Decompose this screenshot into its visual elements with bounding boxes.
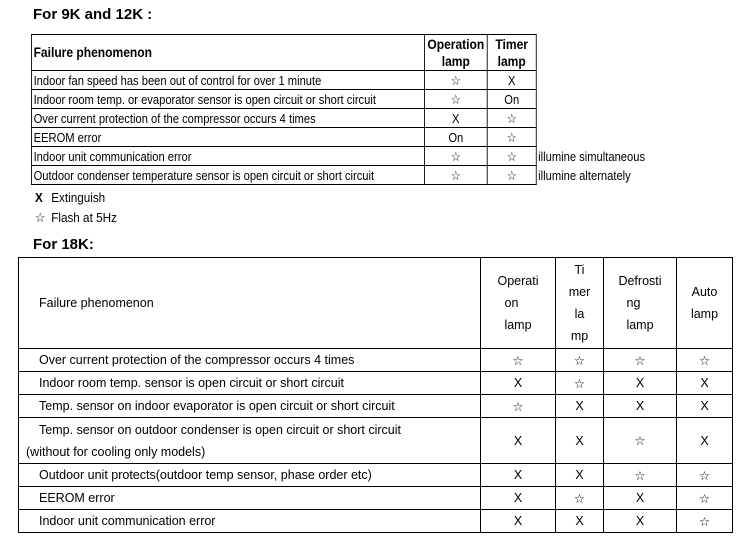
table-row [19,349,733,372]
table-row [19,418,733,464]
timer-lamp-cell: ☆ [487,128,536,147]
header-line: lamp [504,318,532,332]
header-timer-line1: Timer [495,35,528,52]
note-cell: illumine alternately [538,167,631,183]
auto-lamp-cell: X [677,418,733,464]
header-operation-line2: lamp [441,52,470,69]
operation-lamp-cell: On [424,128,487,147]
header-timer-line2: lamp [497,52,526,69]
table-header-row [19,258,733,349]
header-line: la [574,307,585,321]
star-icon: ☆ [35,210,46,225]
section-heading-9k-12k: For 9K and 12K : [33,6,153,23]
auto-lamp-cell: ☆ [677,487,733,510]
phenomenon-cell: Outdoor condenser temperature sensor is open circuit or short circuit [31,166,424,185]
note-cell [536,71,647,90]
table-row [19,487,733,510]
phenomenon-line: Temp. sensor on outdoor condenser is open circuit or short circuit [39,422,401,437]
phenomenon-cell: Indoor room temp. sensor is open circuit or short circuit [19,372,481,395]
header-line: lamp [690,307,719,321]
section-heading-18k: For 18K: [33,236,94,253]
defrosting-lamp-cell: ☆ [604,418,677,464]
header-auto-lamp [677,258,733,349]
failure-table-18k [18,257,733,533]
operation-lamp-cell: ☆ [481,349,556,372]
header-failure-phenomenon: Failure phenomenon [31,35,424,71]
header-timer-lamp [487,35,536,71]
auto-lamp-cell: X [677,372,733,395]
phenomenon-cell: EEROM error [19,487,481,510]
table-row [31,147,647,166]
table-row [31,109,647,128]
timer-lamp-cell: X [556,510,604,533]
header-line: lamp [626,318,654,332]
operation-lamp-cell: ☆ [424,90,487,109]
note-cell [536,90,647,109]
operation-lamp-cell: ☆ [424,71,487,90]
failure-table-9k-12k [31,34,648,185]
timer-lamp-cell: X [556,395,604,418]
table-row [19,372,733,395]
header-failure-phenomenon: Failure phenomenon [19,258,481,349]
phenomenon-cell: Outdoor unit protects(outdoor temp sensor, phase order etc) [19,464,481,487]
operation-lamp-cell: X [481,418,556,464]
phenomenon-line: (without for cooling only models) [26,444,206,459]
header-operation-line1: Operation [427,35,485,52]
timer-lamp-cell: ☆ [556,349,604,372]
header-line: Auto [691,285,718,299]
timer-lamp-cell: ☆ [487,147,536,166]
defrosting-lamp-cell: X [604,372,677,395]
defrosting-lamp-cell: ☆ [604,349,677,372]
table-row [19,395,733,418]
operation-lamp-cell: X [424,109,487,128]
auto-lamp-cell: ☆ [677,349,733,372]
header-line: ng [626,296,641,310]
operation-lamp-cell: ☆ [424,166,487,185]
header-operation-lamp [481,258,556,349]
phenomenon-cell [19,418,481,464]
table-row [31,166,647,185]
operation-lamp-cell: X [481,372,556,395]
table-row [19,510,733,533]
phenomenon-cell: Indoor unit communication error [31,147,424,166]
legend-flash [35,210,117,226]
phenomenon-cell: Indoor room temp. or evaporator sensor is open circuit or short circuit [31,90,424,109]
timer-lamp-cell: X [556,464,604,487]
phenomenon-cell: EEROM error [31,128,424,147]
phenomenon-cell: Temp. sensor on indoor evaporator is open circuit or short circuit [19,395,481,418]
operation-lamp-cell: X [481,510,556,533]
timer-lamp-cell: On [487,90,536,109]
defrosting-lamp-cell: X [604,395,677,418]
note-cell: illumine simultaneous [538,148,646,164]
header-line: mp [570,329,589,343]
auto-lamp-cell: ☆ [677,510,733,533]
legend-extinguish [35,190,105,205]
phenomenon-cell: Over current protection of the compressor occurs 4 times [19,349,481,372]
header-line: mer [568,285,591,299]
phenomenon-cell: Over current protection of the compressor occurs 4 times [31,109,424,128]
table-header-row [31,35,647,71]
operation-lamp-cell: X [481,464,556,487]
auto-lamp-cell: X [677,395,733,418]
timer-lamp-cell: ☆ [556,372,604,395]
timer-lamp-cell: X [487,71,536,90]
header-line: Operati [497,274,539,288]
note-cell [536,128,647,147]
auto-lamp-cell: ☆ [677,464,733,487]
table-row [31,128,647,147]
timer-lamp-cell: ☆ [487,109,536,128]
table-row [31,71,647,90]
timer-lamp-cell: ☆ [487,166,536,185]
header-defrosting-lamp [604,258,677,349]
timer-lamp-cell: X [556,418,604,464]
header-line: on [504,296,519,310]
operation-lamp-cell: ☆ [424,147,487,166]
defrosting-lamp-cell: ☆ [604,464,677,487]
header-operation-lamp [424,35,487,71]
table-row [19,464,733,487]
phenomenon-cell: Indoor fan speed has been out of control for over 1 minute [31,71,424,90]
table-row [31,90,647,109]
operation-lamp-cell: X [481,487,556,510]
timer-lamp-cell: ☆ [556,487,604,510]
defrosting-lamp-cell: X [604,487,677,510]
defrosting-lamp-cell: X [604,510,677,533]
extinguish-symbol: X [35,190,43,205]
note-cell [536,109,647,128]
operation-lamp-cell: ☆ [481,395,556,418]
header-line: Ti [574,263,585,277]
legend-label: Extinguish [51,190,106,205]
header-line: Defrosti [618,274,662,288]
legend-label: Flash at 5Hz [51,210,117,225]
phenomenon-cell: Indoor unit communication error [19,510,481,533]
